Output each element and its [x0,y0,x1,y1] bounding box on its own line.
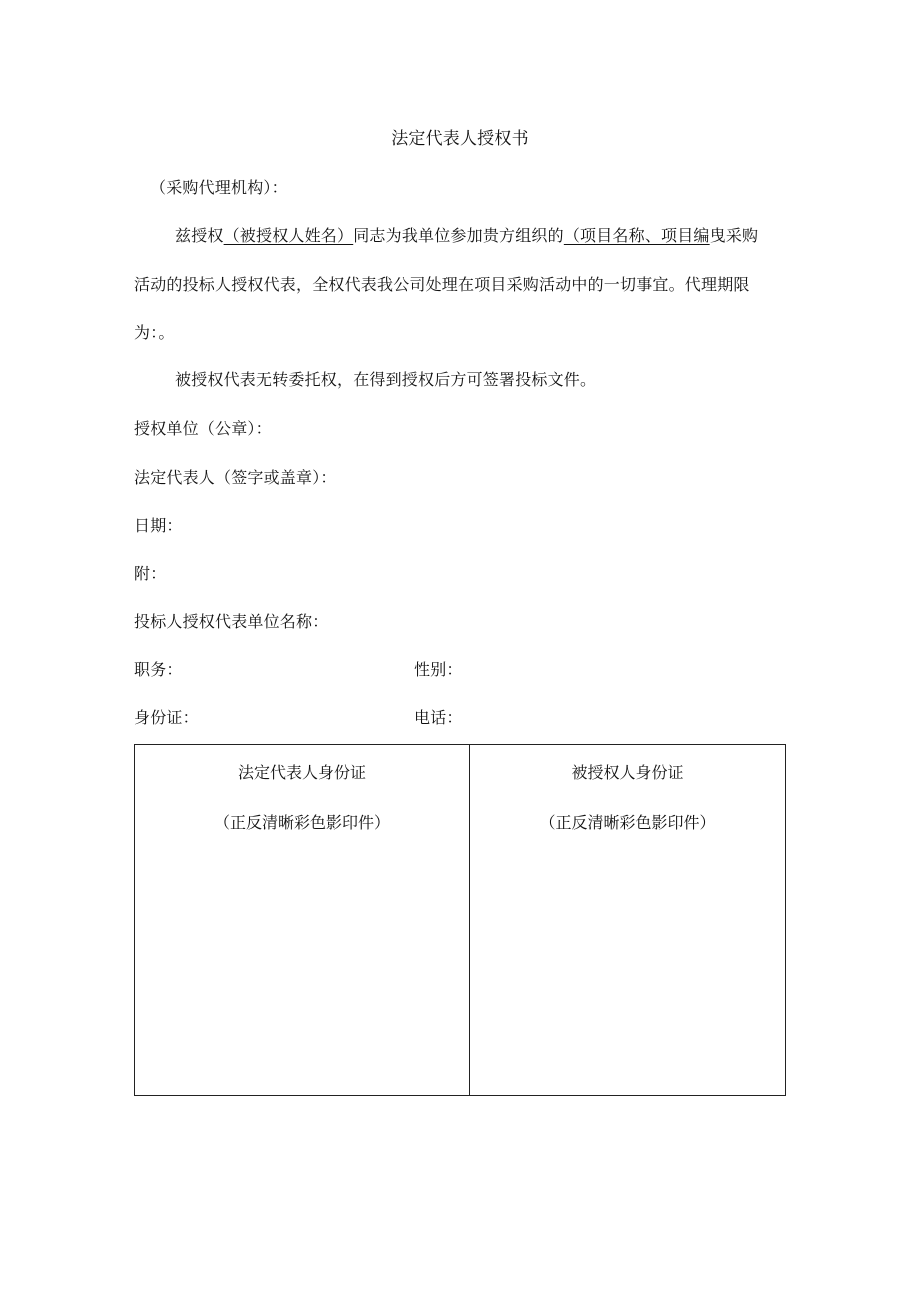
legal-rep-id-heading: 法定代表人身份证 [237,763,366,782]
legal-rep-id-note: （正反清晰彩色影印件） [213,813,390,832]
legal-rep-sign-field: 法定代表人（签字或盖章）： [134,468,337,487]
date-field: 日期： [134,516,183,535]
authorization-middle: 同志为我单位参加贵方组织的 [353,226,564,245]
gender-field: 性别： [414,660,463,679]
authorized-person-id-heading: 被授权人身份证 [571,763,684,782]
legal-rep-id-cell [135,745,470,1095]
bidder-rep-unit-field: 投标人授权代表单位名称： [134,612,329,631]
authorized-person-id-note: （正反清晰彩色影印件） [539,813,716,832]
unit-seal-field: 授权单位（公章）： [134,419,272,438]
authorized-person-name-blank: （被授权人姓名） [223,226,354,245]
authorization-paragraph-line-1 [175,226,758,246]
project-name-blank: （项目名称、项目编 [563,226,710,245]
authorization-paragraph-line-3: 为：。 [134,323,175,342]
authorization-paragraph-line-2: 活动的投标人授权代表，全权代表我公司处理在项目采购活动中的一切事宜。代理期限 [134,275,750,294]
document-title: 法定代表人授权书 [391,129,529,149]
position-field: 职务： [134,660,183,679]
id-card-field: 身份证： [134,708,199,727]
addressee-line: （采购代理机构）： [150,178,288,197]
id-card-table [134,744,786,1096]
authorized-person-id-cell [470,745,785,1095]
authorization-suffix: 曳采购 [709,226,759,245]
phone-field: 电话： [414,708,463,727]
authorization-prefix: 兹授权 [175,226,224,245]
no-subdelegation-paragraph: 被授权代表无转委托权，在得到授权后方可签署投标文件。 [175,370,597,389]
attachment-field: 附： [134,564,167,583]
